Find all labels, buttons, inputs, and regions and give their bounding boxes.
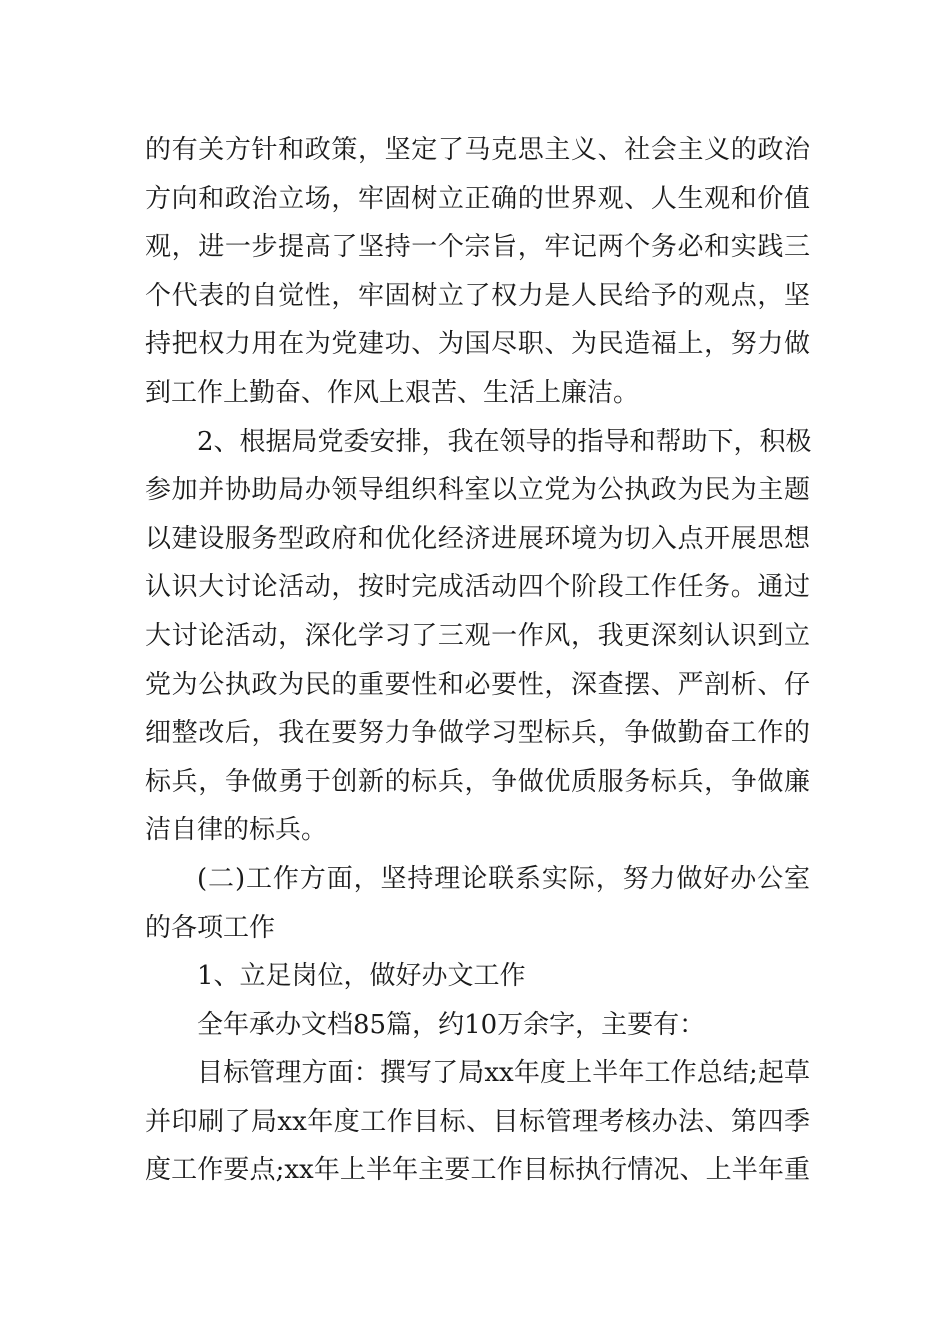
text-line: 度工作要点;xx年上半年主要工作目标执行情况、上半年重 [145, 1155, 810, 1186]
text-line: 的各项工作 [145, 912, 276, 943]
text-line: 大讨论活动，深化学习了三观一作风，我更深刻认识到立 [145, 620, 810, 651]
text-line: 洁自律的标兵。 [145, 815, 328, 846]
text-line: 到工作上勤奋、作风上艰苦、生活上廉洁。 [145, 377, 640, 408]
text-line: 全年承办文档85篇，约10万余字，主要有： [197, 1009, 706, 1040]
text-line: 持把权力用在为党建功、为国尽职、为民造福上，努力做 [145, 329, 810, 360]
text-line: 细整改后，我在要努力争做学习型标兵，争做勤奋工作的 [145, 718, 810, 749]
text-line: 党为公执政为民的重要性和必要性，深查摆、严剖析、仔 [145, 669, 810, 700]
text-line: 参加并协助局办领导组织科室以立党为公执政为民为主题 [145, 475, 810, 506]
text-line: 标兵，争做勇于创新的标兵，争做优质服务标兵，争做廉 [145, 766, 810, 797]
text-line: 方向和政治立场，牢固树立正确的世界观、人生观和价值 [145, 183, 810, 214]
text-line: 个代表的自觉性，牢固树立了权力是人民给予的观点，坚 [145, 280, 810, 311]
text-line: 认识大讨论活动，按时完成活动四个阶段工作任务。通过 [145, 572, 810, 603]
text-line: (二)工作方面，坚持理论联系实际，努力做好办公室 [197, 863, 810, 894]
text-line: 以建设服务型政府和优化经济进展环境为切入点开展思想 [145, 523, 810, 554]
text-line: 观，进一步提高了坚持一个宗旨，牢记两个务必和实践三 [145, 232, 810, 263]
text-line: 的有关方针和政策，坚定了马克思主义、社会主义的政治 [145, 135, 810, 165]
document-body [145, 126, 810, 1195]
text-line: 2、根据局党委安排，我在领导的指导和帮助下，积极 [197, 426, 812, 457]
text-line: 1、立足岗位，做好办文工作 [197, 961, 526, 992]
text-line: 目标管理方面：撰写了局xx年度上半年工作总结;起草 [197, 1058, 810, 1089]
text-line: 并印刷了局xx年度工作目标、目标管理考核办法、第四季 [145, 1106, 810, 1137]
